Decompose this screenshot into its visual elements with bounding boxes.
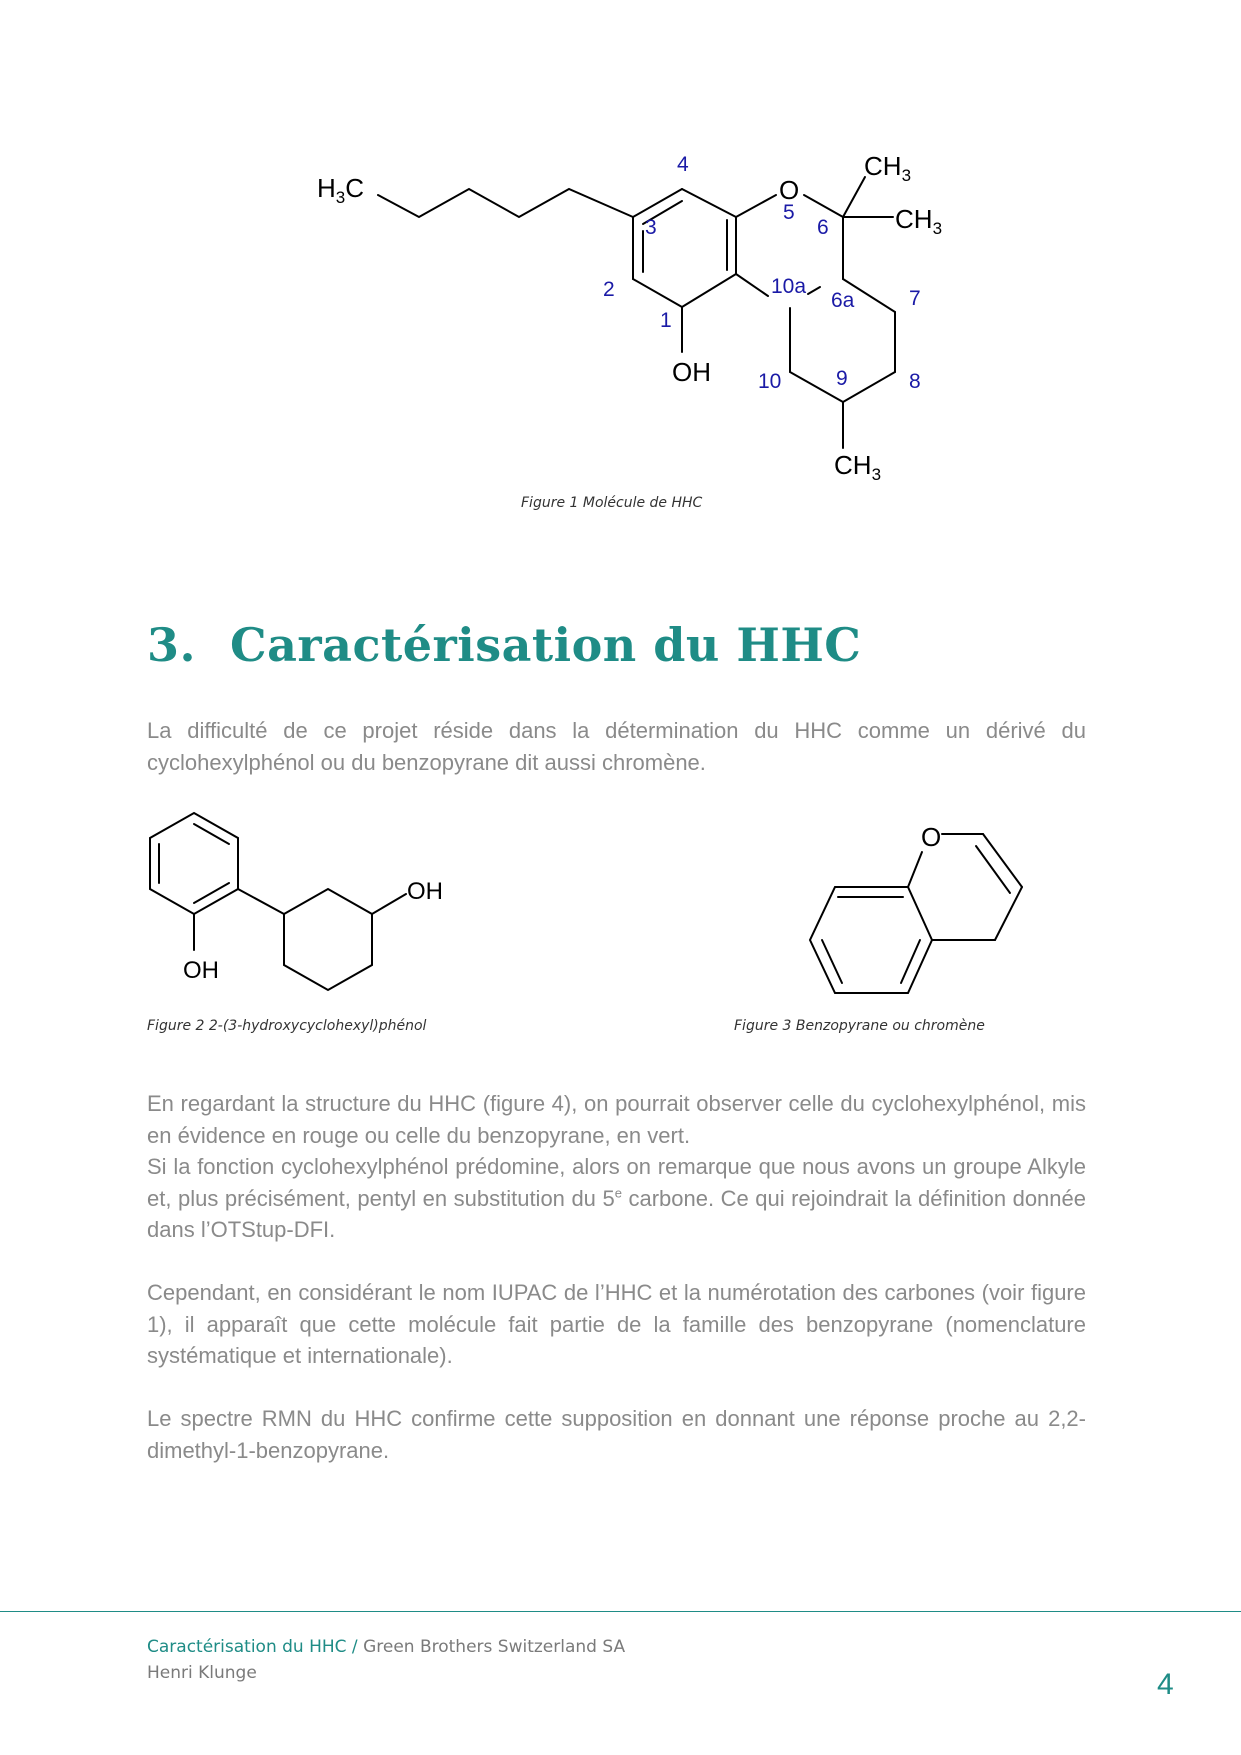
ch3-bottom-label: $CH_3$ xyxy=(834,450,882,484)
paragraph-structure-line1: En regardant la structure du HHC (figure 4), on pourrait observer celle du cyclohexylphénol, mis en évidence en rouge ou celle du benzopyrane, en vert. xyxy=(147,1091,1086,1148)
benzopyrane-diagram xyxy=(800,820,1040,1010)
carbon-number-9: 9 xyxy=(836,367,848,390)
footer-author: Henri Klunge xyxy=(147,1663,257,1683)
ch3-top-label: $CH_3$ xyxy=(864,151,912,185)
carbon-number-8: 8 xyxy=(909,370,921,393)
cyclohexylphenol-diagram xyxy=(140,800,470,1000)
paragraph-structure xyxy=(147,1088,1086,1246)
footer-divider xyxy=(0,1611,1241,1612)
oxygen-label: O xyxy=(779,175,800,205)
figure1-caption: Figure 1 Molécule de HHC xyxy=(521,495,703,511)
intro-paragraph: La difficulté de ce projet réside dans la détermination du HHC comme un dérivé du cyclohexylphénol ou du benzopyrane dit aussi chromène. xyxy=(147,718,1086,775)
footer-title-line xyxy=(147,1637,625,1657)
oh-label: OH xyxy=(672,357,711,387)
footer-company: Green Brothers Switzerland SA xyxy=(363,1637,626,1657)
carbon-number-2: 2 xyxy=(603,278,615,301)
carbon-number-5: 5 xyxy=(783,201,795,224)
carbon-numbering xyxy=(603,153,921,393)
section-heading xyxy=(147,618,861,672)
footer-separator: / xyxy=(346,1637,364,1657)
carbon-number-10a: 10a xyxy=(771,275,807,298)
carbon-number-7: 7 xyxy=(909,287,921,310)
figure2-caption: Figure 2 2-(3-hydroxycyclohexyl)phénol xyxy=(147,1018,427,1034)
paragraph-iupac: Cependant, en considérant le nom IUPAC de l’HHC et la numérotation des carbones (voir figure 1), il apparaît que cette molécule fait partie de la famille des benzopyrane (nomenclature systématique et internationale). xyxy=(147,1280,1086,1368)
footer-document-title: Caractérisation du HHC xyxy=(147,1637,347,1657)
paragraph-structure-line2: Si la fonction cyclohexylphénol prédomine, alors on remarque que nous avons un groupe Alkyle et, plus précisément, pentyl en substitution du 5e carbone. Ce qui rejoindrait la définition donnée dans l’OTStup-DFI. xyxy=(147,1154,1087,1242)
section-title: Caractérisation du HHC xyxy=(230,618,862,672)
h3c-label: $H_3C$ xyxy=(317,173,365,207)
carbon-number-1: 1 xyxy=(660,309,672,332)
carbon-number-6a: 6a xyxy=(831,289,855,312)
carbon-number-4: 4 xyxy=(677,153,689,176)
benzopyrane-bonds xyxy=(810,834,1022,993)
carbon-number-6: 6 xyxy=(817,216,829,239)
page-number: 4 xyxy=(1157,1668,1174,1701)
benzopyrane-oxygen-label: O xyxy=(921,822,942,852)
carbon-number-10: 10 xyxy=(758,370,782,393)
section-number: 3. xyxy=(147,618,197,672)
cyclohexyl-oh-label: OH xyxy=(407,878,443,905)
phenol-oh-label: OH xyxy=(183,957,219,984)
carbon-number-3: 3 xyxy=(645,216,657,239)
paragraph-rmn: Le spectre RMN du HHC confirme cette supposition en donnant une réponse proche au 2,2-dimethyl-1-benzopyrane. xyxy=(147,1406,1086,1463)
hhc-molecule-diagram xyxy=(300,140,960,490)
ch3-right-label: $CH_3$ xyxy=(895,204,943,238)
figure3-caption: Figure 3 Benzopyrane ou chromène xyxy=(734,1018,985,1034)
